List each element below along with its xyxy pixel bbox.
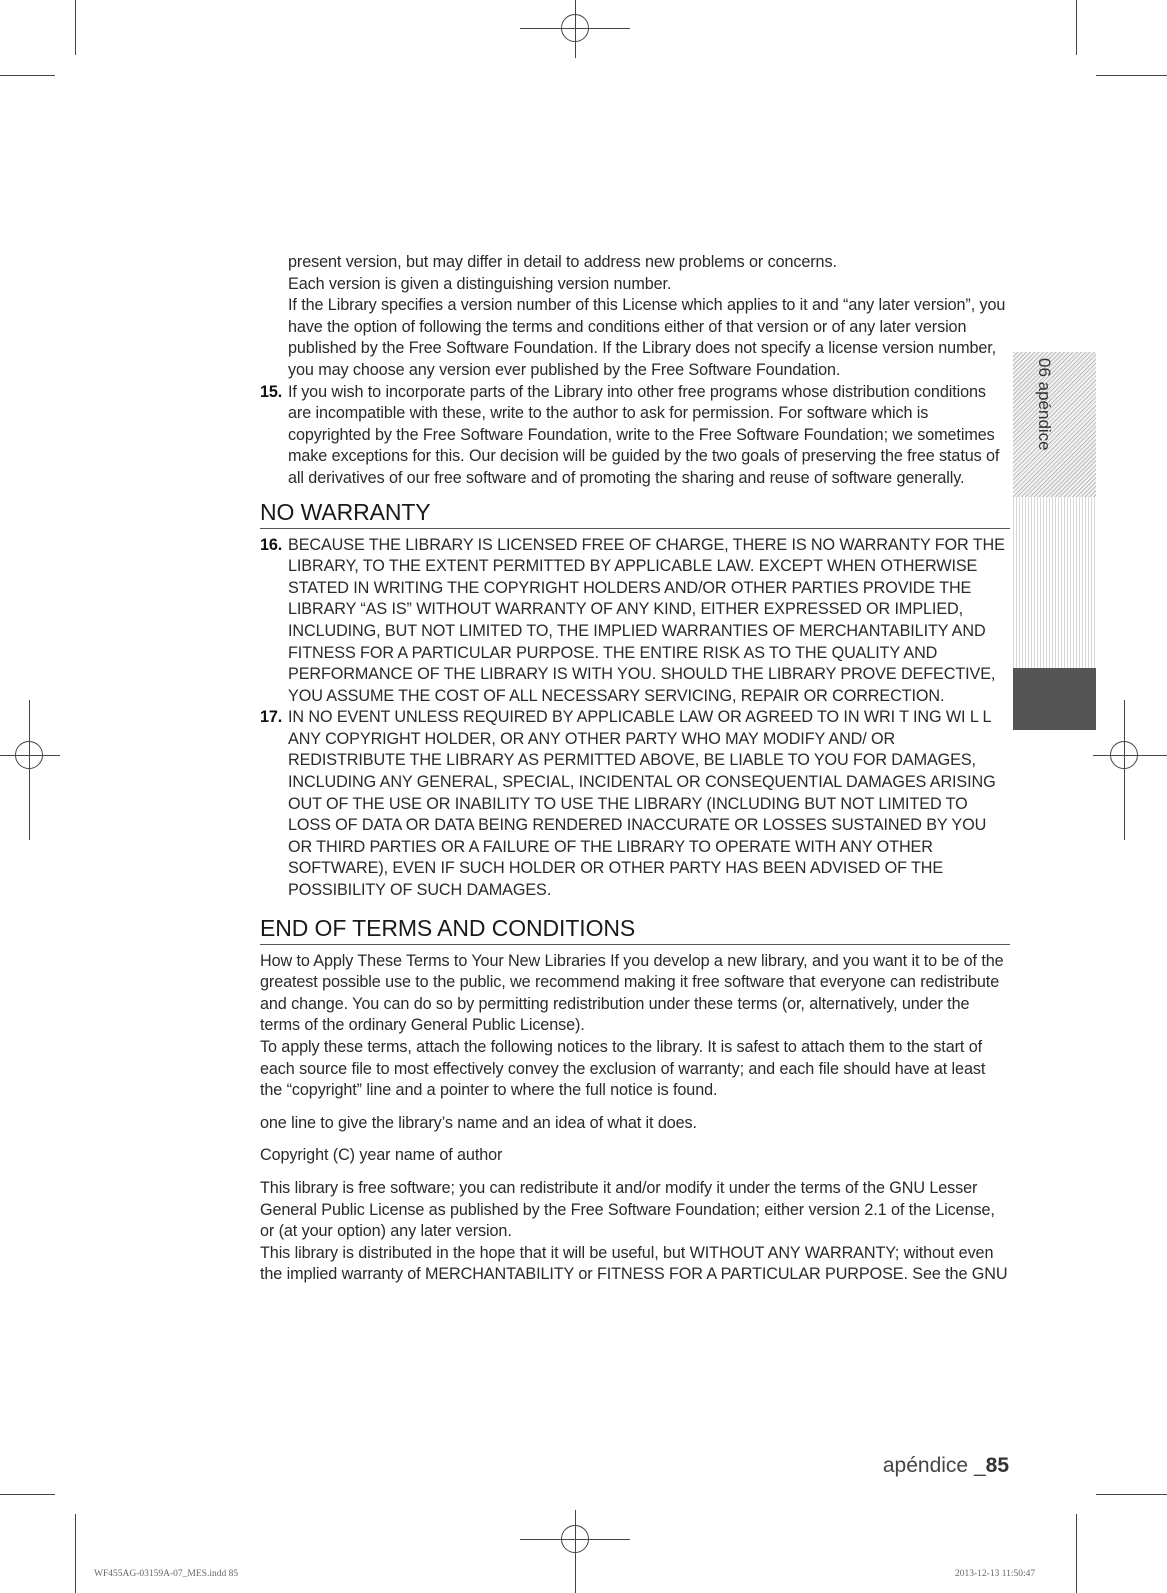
- list-number: 16.: [260, 535, 283, 554]
- list-number: 17.: [260, 708, 283, 727]
- crop-mark: [1076, 0, 1077, 55]
- paragraph: Copyright (C) year name of author: [260, 1146, 503, 1165]
- imprint-timestamp: 2013-12-13 11:50:47: [955, 1569, 1036, 1579]
- list-item-17: [260, 707, 1010, 901]
- list-item-text: If you wish to incorporate parts of the Library into other free programs whose distribution conditions are incompatible with these, write to the author to ask for permission. For software which is copyrighted by the Free Software Foundation, write to the Free Software Foundation; we sometimes make exceptions for this. Our decision will be guided by the two goals of preserving the free status of all derivatives of our free software and of promoting the sharing and reuse of software generally.: [288, 382, 1000, 487]
- imprint-filename: WF455AG-03159A-07_MES.indd 85: [94, 1569, 239, 1579]
- paragraph: one line to give the library’s name and an idea of what it does.: [260, 1113, 697, 1132]
- intro-line: If the Library specifies a version number of this License which applies to it and “any later version”, you have the option of following the terms and conditions either of that version or of any later version published by the Free Software Foundation. If the Library does not specify a license version number, you may choose any version ever published by the Free Software Foundation.: [288, 296, 1006, 379]
- crop-mark: [0, 75, 55, 76]
- crop-mark: [1096, 75, 1167, 76]
- list-item-15: [260, 382, 1010, 490]
- crop-mark: [1096, 1494, 1167, 1495]
- chapter-tab-highlight: [1013, 668, 1096, 730]
- crop-mark: [75, 0, 76, 55]
- intro-line: Each version is given a distinguishing version number.: [288, 274, 672, 293]
- section-heading-no-warranty: NO WARRANTY: [260, 498, 1010, 529]
- crop-mark: [0, 1494, 55, 1495]
- paragraph: This library is free software; you can redistribute it and/or modify it under the terms of the GNU Lesser General Public License as published by the Free Software Foundation; either version 2.1 of the License, or (at your option) any later version.: [260, 1178, 995, 1241]
- list-item-text: BECAUSE THE LIBRARY IS LICENSED FREE OF CHARGE, THERE IS NO WARRANTY FOR THE LIBRARY, TO THE EXTENT PERMITTED BY APPLICABLE LAW. EXCEPT WHEN OTHERWISE STATED IN WRITING THE COPYRIGHT HOLDERS AND/OR OTHER PARTIES PROVIDE THE LIBRARY “AS IS” WITHOUT WARRANTY OF ANY KIND, EITHER EXPRESSED OR IMPLIED, INCLUDING, BUT NOT LIMITED TO, THE IMPLIED WARRANTIES OF MERCHANTABILITY AND FITNESS FOR A PARTICULAR PURPOSE. THE ENTIRE RISK AS TO THE QUALITY AND PERFORMANCE OF THE LIBRARY IS WITH YOU. SHOULD THE LIBRARY PROVE DEFECTIVE, YOU ASSUME THE COST OF ALL NECESSARY SERVICING, REPAIR OR CORRECTION.: [288, 535, 1005, 705]
- list-item-text: IN NO EVENT UNLESS REQUIRED BY APPLICABLE LAW OR AGREED TO IN WRI T ING WI L L ANY COPYRIGHT HOLDER, OR ANY OTHER PARTY WHO MAY MODIFY AND/ OR REDISTRIBUTE THE LIBRARY AS PERMITTED ABOVE, BE LIABLE TO YOU FOR DAMAGES, INCLUDING ANY GENERAL, SPECIAL, INCIDENTAL OR CONSEQUENTIAL DAMAGES ARISING OUT OF THE USE OR INABILITY TO USE THE LIBRARY (INCLUDING BUT NOT LIMITED TO LOSS OF DATA OR DATA BEING RENDERED INACCURATE OR LOSSES SUSTAINED BY YOU OR THIRD PARTIES OR A FAILURE OF THE LIBRARY TO OPERATE WITH ANY OTHER SOFTWARE), EVEN IF SUCH HOLDER OR OTHER PARTY HAS BEEN ADVISED OF THE POSSIBILITY OF SUCH DAMAGES.: [288, 708, 996, 900]
- paragraph: How to Apply These Terms to Your New Libraries If you develop a new library, and you want it to be of the greatest possible use to the public, we recommend making it free software that everyone can redistribute and change. You can do so by permitting redistribution under these terms (or, alternatively, under the terms of the ordinary General Public License).: [260, 951, 1004, 1035]
- crop-mark: [75, 1514, 76, 1593]
- footer-section: apéndice _: [882, 1454, 986, 1477]
- list-number: 15.: [260, 382, 283, 401]
- page-number: 85: [985, 1454, 1009, 1477]
- intro-line: present version, but may differ in detail to address new problems or concerns.: [288, 253, 837, 271]
- list-item-16: [260, 535, 1010, 708]
- chapter-side-tab: [1013, 352, 1096, 730]
- intro-block: [260, 252, 1010, 382]
- paragraph: To apply these terms, attach the following notices to the library. It is safest to attach them to the start of each source file to most effectively convey the exclusion of warranty; and each file should have at least the “copyright” line and a pointer to where the full notice is found.: [260, 1038, 986, 1100]
- section-heading-end-of-terms: END OF TERMS AND CONDITIONS: [260, 914, 1010, 945]
- crop-mark: [1076, 1514, 1077, 1593]
- document-body: [260, 252, 1010, 1286]
- page-footer: [883, 1454, 1009, 1478]
- chapter-side-label: 06 apéndice: [1035, 358, 1054, 451]
- paragraph: This library is distributed in the hope that it will be useful, but WITHOUT ANY WARRANTY; without even the implied warranty of MERCHANTABILITY or FITNESS FOR A PARTICULAR PURPOSE. See the GNU: [260, 1243, 1008, 1284]
